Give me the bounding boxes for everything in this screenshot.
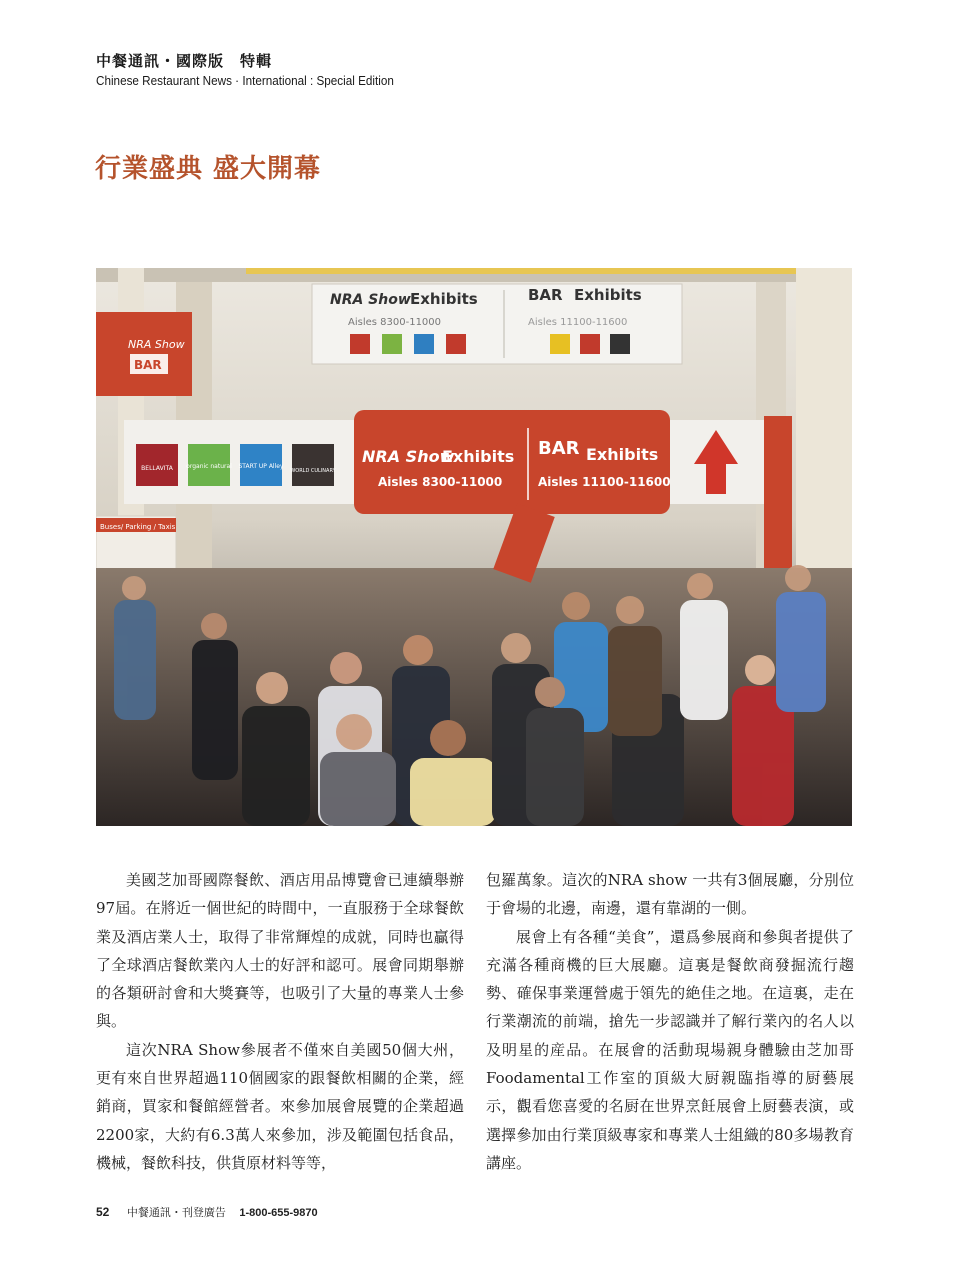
main-sign-right-word: Exhibits [586,445,659,464]
masthead-chinese: 中餐通訊・國際版 特輯 [96,52,273,70]
top-sign-left-aisles: Aisles 8300-11000 [348,317,442,328]
footer-text: 中餐通訊・刊登廣告 [126,1206,226,1219]
paragraph-2-continued: 包羅萬象。這次的NRA show 一共有3個展廳，分別位于會場的北邊，南邊，還有靠湖的一側。 [486,871,854,918]
top-sign-left-brand: NRA Show [330,292,411,308]
masthead-english: Chinese Restaurant News · International : Special Edition [96,73,394,88]
left-sign-bar: BAR [134,358,162,372]
top-sign-right-word: Exhibits [574,286,642,304]
masthead [96,50,427,88]
side-sign-text: Buses/ Parking / Taxis [100,523,176,531]
top-sign-right-aisles: Aisles 11100-11600 [528,317,628,328]
article-photo [96,268,852,826]
left-sign-brand: NRA Show [128,338,185,351]
main-sign-left-word: Exhibits [442,447,515,466]
main-sign-right-aisles: Aisles 11100-11600 [538,475,671,489]
pavilion-bellavita: BELLAVITA [141,465,173,472]
right-column [486,866,854,1177]
paragraph-1: 美國芝加哥國際餐飲、酒店用品博覽會已連續舉辦97屆。在將近一個世紀的時間中，一直服務于全球餐飲業及酒店業人士，取得了非常輝煌的成就，同時也贏得了全球酒店餐飲業內人士的好評和認可。展會同期舉辦的各類研討會和大獎賽等，也吸引了大量的專業人士參與。 [96,871,464,1031]
paragraph-3: 展會上有各種“美食”，還爲參展商和參與者提供了充滿各種商機的巨大展廳。這裏是餐飲商發掘流行趨勢、確保事業運營處于領先的絶佳之地。在這裏，走在行業潮流的前端，搶先一步認識并了解行業內的名人以及明星的産品。在展會的活動現場親身體驗由芝加哥Foodamental工作室的頂級大厨親臨指導的厨藝展示，觀看您喜愛的名厨在世界烹飪展會上厨藝表演，或選擇參加由行業頂級專家和專業人士組織的80多場教育講座。 [486,927,854,1172]
article-headline: 行業盛典 盛大開幕 [95,154,322,184]
paragraph-2: 這次NRA Show參展者不僅來自美國50個大州，更有來自世界超過110個國家的跟餐飲相關的企業，經銷商，買家和餐館經營者。來參加展會展覽的企業超過2200家，大約有6.3萬人來參加，涉及範圍包括食品，機械，餐飲科技，供貨原材料等等， [96,1040,464,1172]
top-sign-right-brand: BAR [528,286,563,304]
left-column [96,866,464,1177]
page-footer [96,1204,318,1220]
main-sign-left-aisles: Aisles 8300-11000 [378,475,503,489]
footer-phone: 1-800-655-9870 [239,1207,318,1219]
pavilion-world-culinary: WORLD CULINARY [290,468,336,474]
pavilion-organic: organic natural [186,463,232,470]
main-sign-left-brand: NRA Show [362,447,455,466]
pavilion-startup: START UP Alley [238,463,284,470]
main-sign-right-brand: BAR [538,438,580,459]
top-sign-left-word: Exhibits [410,290,478,308]
page-number: 52 [96,1205,110,1219]
